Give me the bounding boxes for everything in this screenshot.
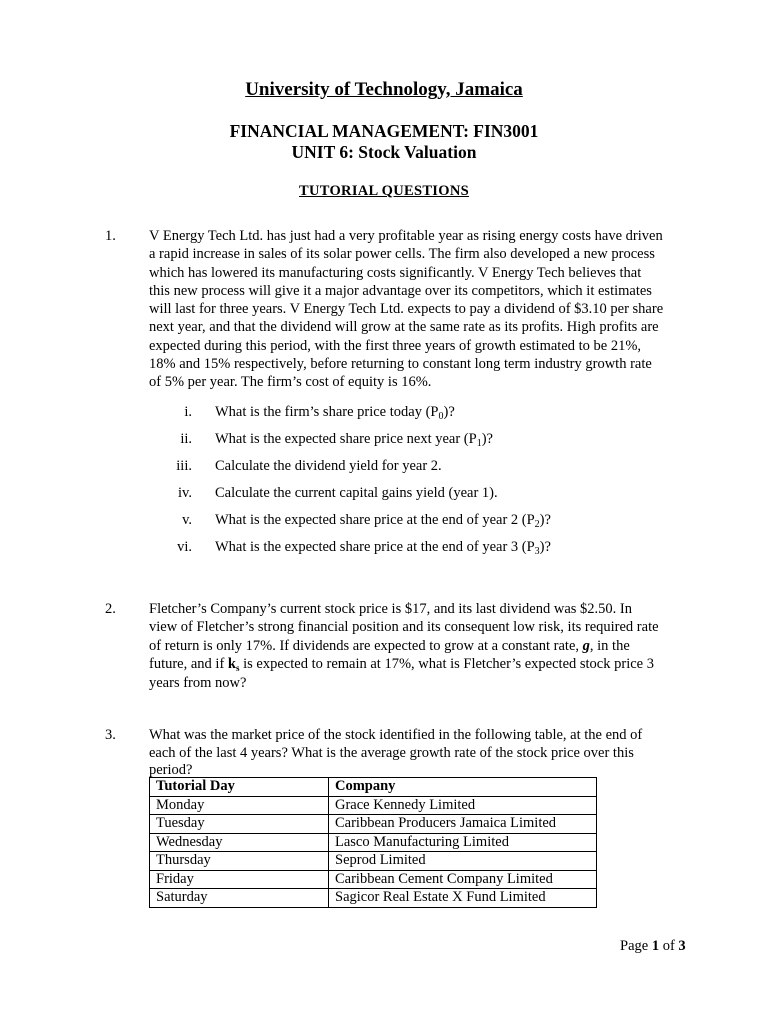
table-cell-day: Monday [150, 796, 329, 815]
table-header-cell: Tutorial Day [150, 778, 329, 797]
tutorial-schedule-table [149, 777, 597, 908]
table-cell-day: Tuesday [150, 815, 329, 834]
table-row [150, 889, 597, 908]
table-row [150, 833, 597, 852]
table-row [150, 815, 597, 834]
course-title: FINANCIAL MANAGEMENT: FIN3001 [229, 121, 539, 141]
table-cell-day: Wednesday [150, 833, 329, 852]
question-1-line: a rapid increase in sales of its solar power cells. The firm also developed a new process [149, 246, 655, 263]
question-1-line: this new process will give it a major advantage over its competitors, which it estimates [149, 282, 652, 299]
question-1-line: expected during this period, with the first three years of growth estimated to be 21%, [149, 337, 642, 354]
subscript: 1 [476, 438, 482, 449]
subquestion-numeral: vi. [177, 539, 192, 555]
subquestion-numeral: v. [182, 512, 192, 528]
table-row [150, 852, 597, 871]
subquestion-numeral: iv. [178, 485, 192, 501]
question-1-number: 1. [105, 228, 116, 244]
table-cell-company: Seprod Limited [329, 852, 597, 871]
question-3-text [149, 726, 697, 777]
subquestion-text: What is the expected share price next year $(P_1)$? [215, 431, 493, 449]
question-3-number: 3. [105, 727, 116, 743]
question-1-line: V Energy Tech Ltd. has just had a very profitable year as rising energy costs have driven [149, 228, 663, 244]
subscript: 0 [438, 411, 444, 422]
subquestion-numeral: iii. [176, 458, 192, 474]
page-number: Page 1 of 3 [620, 938, 686, 954]
question-2-line: Fletcher’s Company’s current stock price is $17, and its last dividend was $2.50. In [149, 601, 632, 617]
subquestion-text: Calculate the current capital gains yield (year 1). [215, 485, 498, 501]
table-cell-company: Lasco Manufacturing Limited [329, 833, 597, 852]
subquestion-numeral: ii. [180, 431, 192, 447]
subquestion-numeral: i. [184, 404, 192, 420]
section-heading: TUTORIAL QUESTIONS [299, 183, 469, 199]
subquestion-text: What is the firm’s share price today $(P_0)$? [215, 404, 455, 422]
subquestion-text: What is the expected share price at the end of year 3 $(P_3)$? [215, 539, 551, 557]
table-cell-company: Grace Kennedy Limited [329, 796, 597, 815]
question-1-text [149, 227, 697, 392]
table-row [150, 870, 597, 889]
table-header-cell: Company [329, 778, 597, 797]
question-3-line: each of the last 4 years? What is the average growth rate of the stock price over this [149, 745, 634, 762]
question-2-line: of return is only 17%. If dividends are expected to grow at a constant rate, g, in the [149, 637, 630, 654]
table-header-row [150, 778, 597, 797]
subscript: 2 [534, 519, 540, 530]
table-cell-day: Friday [150, 870, 329, 889]
question-1-line: of 5% per year. The firm’s cost of equity is 16%. [149, 374, 432, 391]
unit-title: UNIT 6: Stock Valuation [291, 142, 477, 162]
question-2-line: view of Fletcher’s strong financial position and its consequent low risk, its required rate [149, 619, 659, 636]
table-cell-day: Thursday [150, 852, 329, 871]
question-3-line: What was the market price of the stock identified in the following table, at the end of [149, 727, 643, 743]
question-2-number: 2. [105, 601, 116, 617]
question-3-line: period? [149, 761, 193, 778]
subquestion-text: Calculate the dividend yield for year 2. [215, 458, 442, 474]
question-2-text [149, 600, 697, 692]
question-1-line: next year, and that the dividend will grow at the same rate as its profits. High profits are [149, 319, 659, 336]
institution-title: University of Technology, Jamaica [245, 79, 523, 100]
question-1-line: will last for three years. V Energy Tech Ltd. expects to pay a dividend of $3.10 per share [149, 301, 664, 318]
question-1-line: 18% and 15% respectively, before returning to constant long term industry growth rate [149, 356, 652, 373]
subscript: 3 [534, 546, 540, 557]
table-cell-day: Saturday [150, 889, 329, 908]
table-cell-company: Sagicor Real Estate X Fund Limited [329, 889, 597, 908]
subquestion-text: What is the expected share price at the end of year 2 $(P_2)$? [215, 512, 551, 530]
growth-symbol: g [582, 637, 590, 654]
question-1-line: which has lowered its manufacturing costs significantly. V Energy Tech believes that [149, 264, 642, 281]
table-row [150, 796, 597, 815]
question-2-line: future, and if $k_s$ is expected to remain at 17%, what is Fletcher’s expected stock price 3 [149, 655, 654, 673]
question-2-line: years from now? [149, 675, 247, 692]
table-cell-company: Caribbean Cement Company Limited [329, 870, 597, 889]
table-cell-company: Caribbean Producers Jamaica Limited [329, 815, 597, 834]
required-return-symbol: $k_s$ [227, 655, 240, 673]
